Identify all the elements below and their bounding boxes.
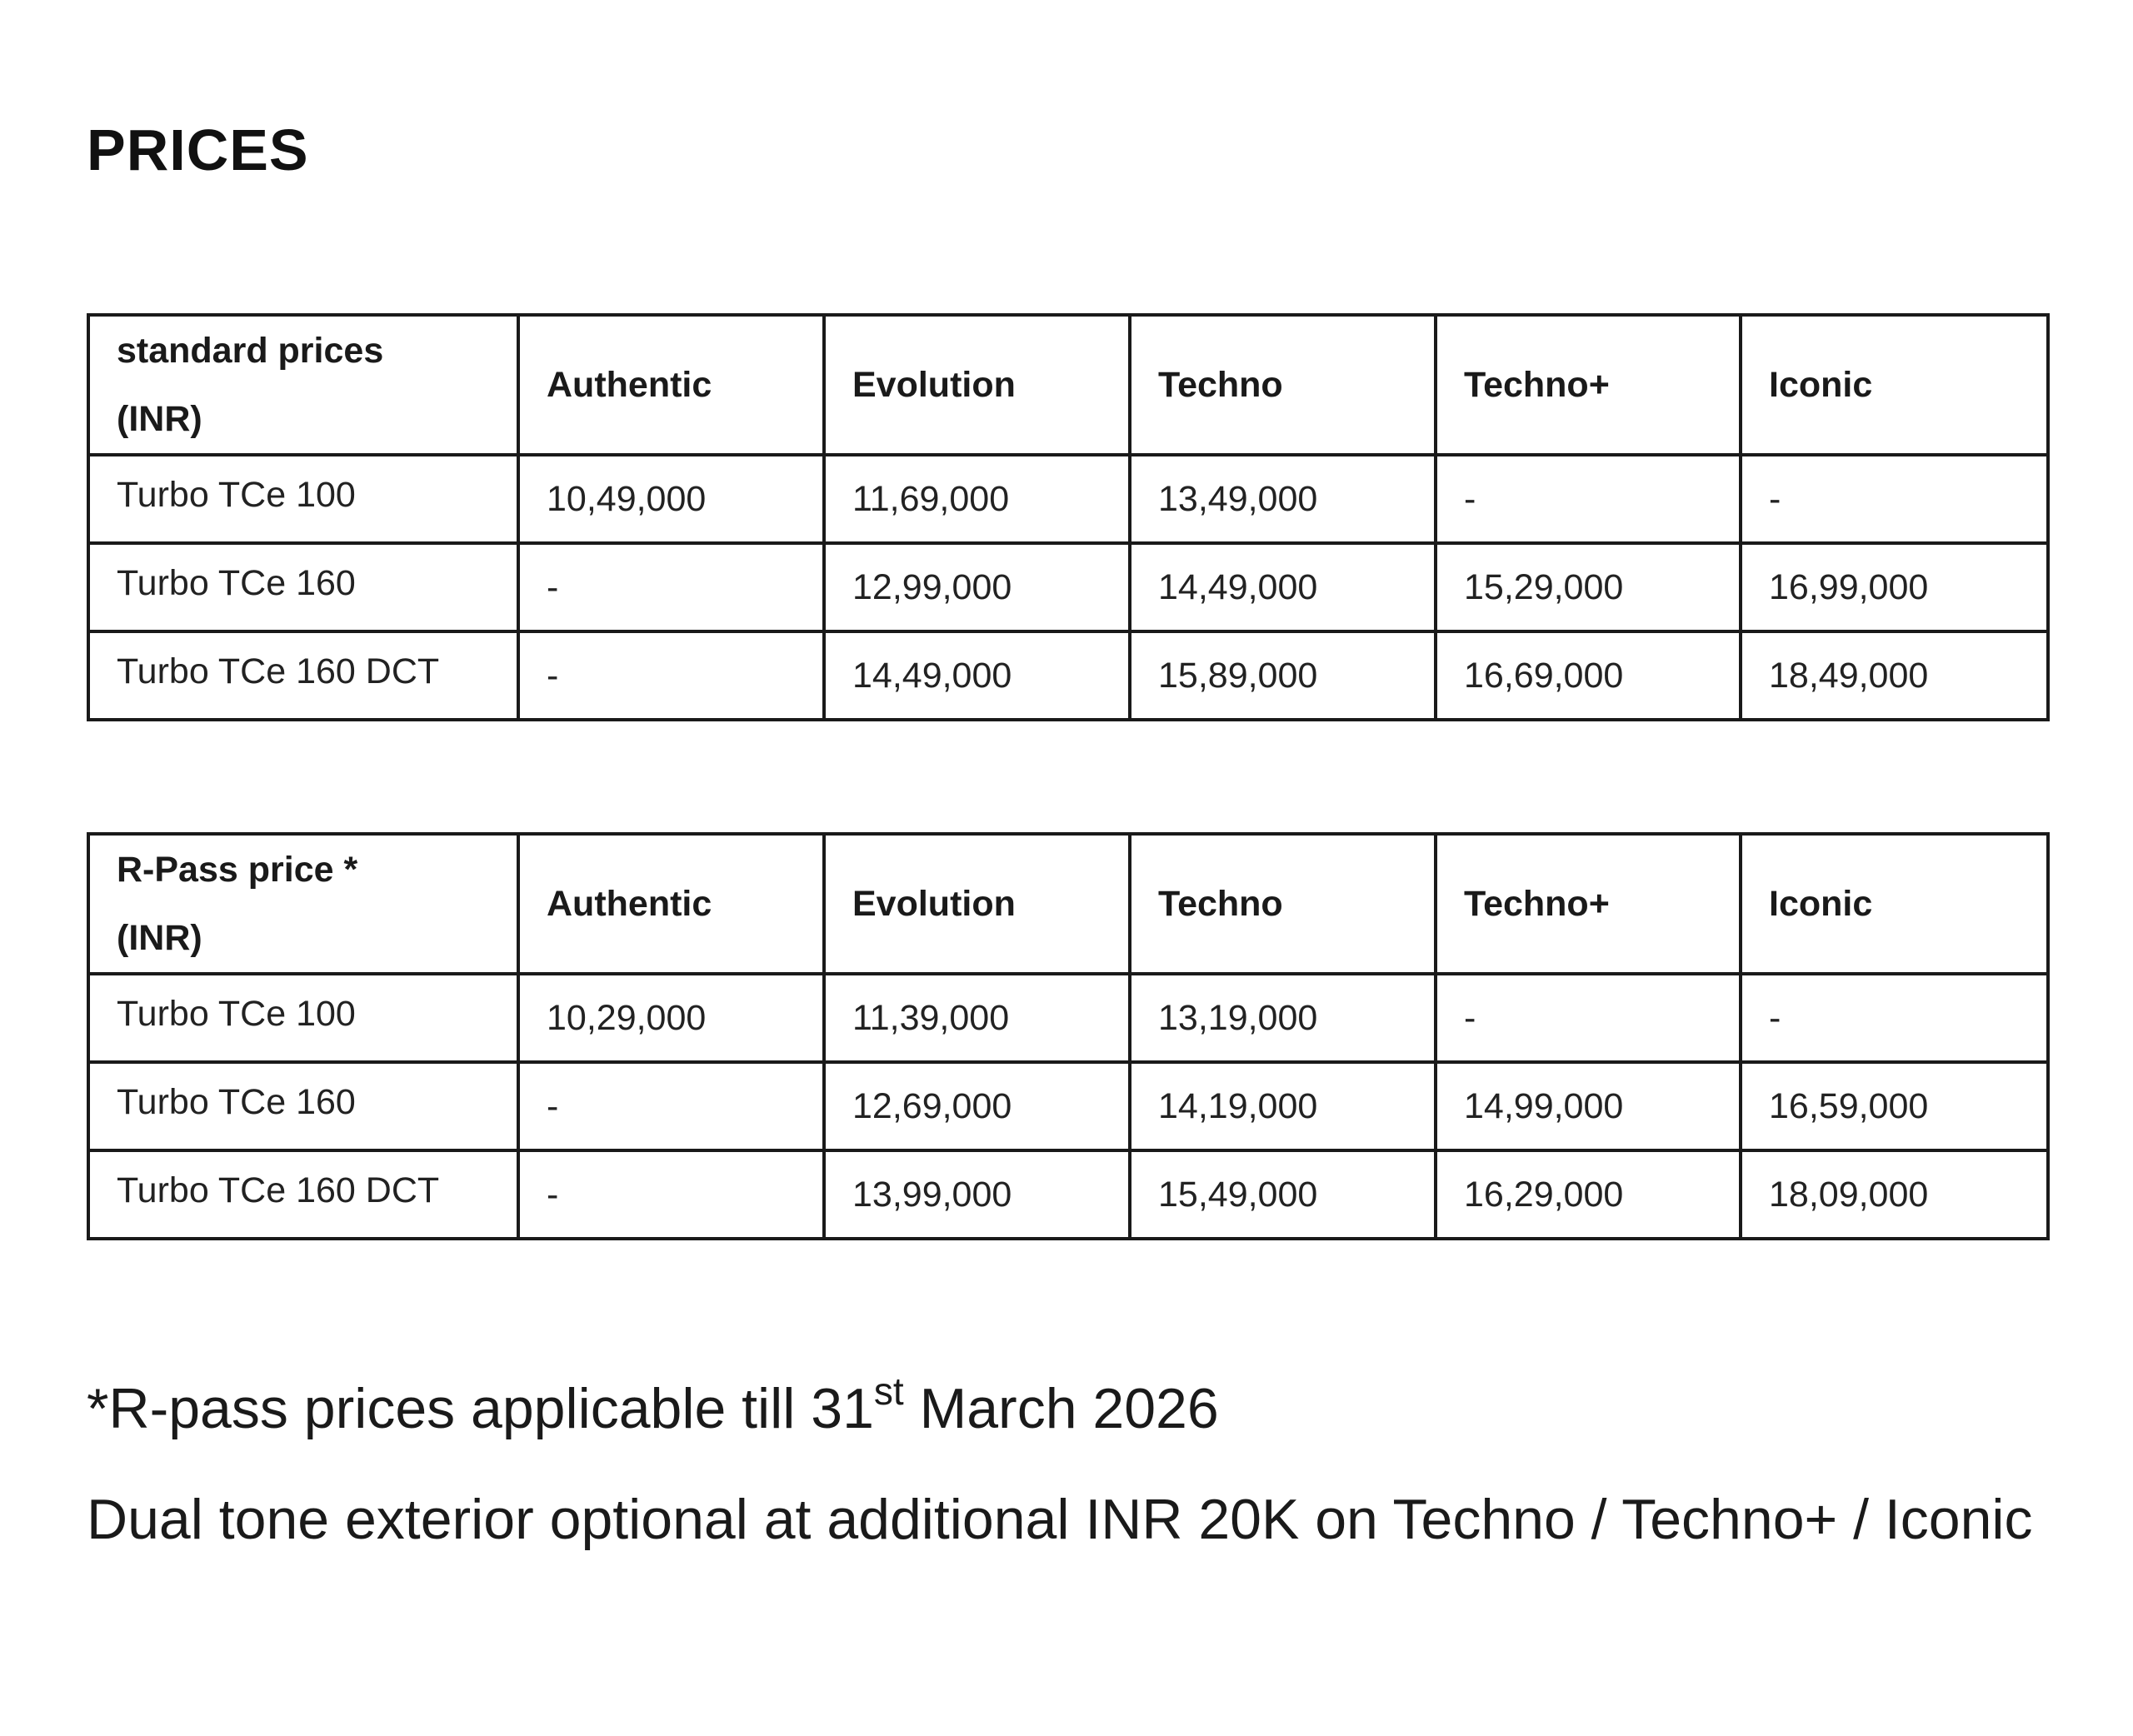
table-row [88,455,2048,543]
price-cell: 13,49,000 [1130,455,1436,543]
price-cell: 15,49,000 [1130,1150,1436,1239]
ordinal-superscript: st [873,1369,904,1413]
variant-cell: Turbo TCe 100 [88,974,518,1062]
column-header-iconic: Iconic [1741,315,2048,455]
column-header-techno-plus: Techno+ [1436,315,1741,455]
variant-cell: Turbo TCe 160 [88,1062,518,1150]
price-cell: 11,39,000 [824,974,1130,1062]
standard-prices-table [87,313,2050,721]
column-header-iconic: Iconic [1741,834,2048,974]
price-cell: - [518,543,824,631]
price-cell: 13,99,000 [824,1150,1130,1239]
table-header-row [88,834,2048,974]
page-title: PRICES [87,117,309,182]
table-row [88,974,2048,1062]
price-cell: 14,99,000 [1436,1062,1741,1150]
table-row [88,631,2048,720]
rpass-note-suffix: March 2026 [903,1377,1219,1440]
price-cell: - [1741,974,2048,1062]
column-header-evolution: Evolution [824,834,1130,974]
price-cell: 13,19,000 [1130,974,1436,1062]
price-cell: - [518,631,824,720]
price-cell: 10,29,000 [518,974,824,1062]
price-cell: 11,69,000 [824,455,1130,543]
column-header-authentic: Authentic [518,315,824,455]
price-cell: 15,89,000 [1130,631,1436,720]
table-row [88,1150,2048,1239]
price-cell: - [518,1150,824,1239]
rpass-validity-note [87,1356,2070,1467]
price-cell: 10,49,000 [518,455,824,543]
price-cell: 14,49,000 [1130,543,1436,631]
price-cell: 14,19,000 [1130,1062,1436,1150]
price-cell: 15,29,000 [1436,543,1741,631]
column-header-techno: Techno [1130,834,1436,974]
price-cell: 12,99,000 [824,543,1130,631]
price-cell: 18,09,000 [1741,1150,2048,1239]
price-cell: 16,59,000 [1741,1062,2048,1150]
column-header-techno-plus: Techno+ [1436,834,1741,974]
corner-header-line1: standard prices [117,331,384,371]
price-cell: 18,49,000 [1741,631,2048,720]
corner-header-line1: R-Pass price * [117,850,358,890]
price-cell: 16,99,000 [1741,543,2048,631]
price-cell: 16,69,000 [1436,631,1741,720]
price-cell: 16,29,000 [1436,1150,1741,1239]
rpass-note-prefix: *R-pass prices applicable till 31 [87,1377,874,1440]
rpass-prices-table [87,832,2050,1240]
price-cell: - [1436,455,1741,543]
corner-header-line2: (INR) [117,399,202,439]
corner-header-line2: (INR) [117,918,202,958]
price-cell: 12,69,000 [824,1062,1130,1150]
variant-cell: Turbo TCe 100 [88,455,518,543]
table-corner-header [88,834,518,974]
dual-tone-note: Dual tone exterior optional at additional INR 20K on Techno / Techno+ / Iconic [87,1488,2033,1551]
price-cell: 14,49,000 [824,631,1130,720]
table-row [88,1062,2048,1150]
price-cell: - [518,1062,824,1150]
price-cell: - [1741,455,2048,543]
column-header-evolution: Evolution [824,315,1130,455]
column-header-techno: Techno [1130,315,1436,455]
footnotes [87,1356,2070,1572]
variant-cell: Turbo TCe 160 DCT [88,631,518,720]
column-header-authentic: Authentic [518,834,824,974]
table-header-row [88,315,2048,455]
table-corner-header [88,315,518,455]
price-cell: - [1436,974,1741,1062]
variant-cell: Turbo TCe 160 [88,543,518,631]
table-row [88,543,2048,631]
variant-cell: Turbo TCe 160 DCT [88,1150,518,1239]
